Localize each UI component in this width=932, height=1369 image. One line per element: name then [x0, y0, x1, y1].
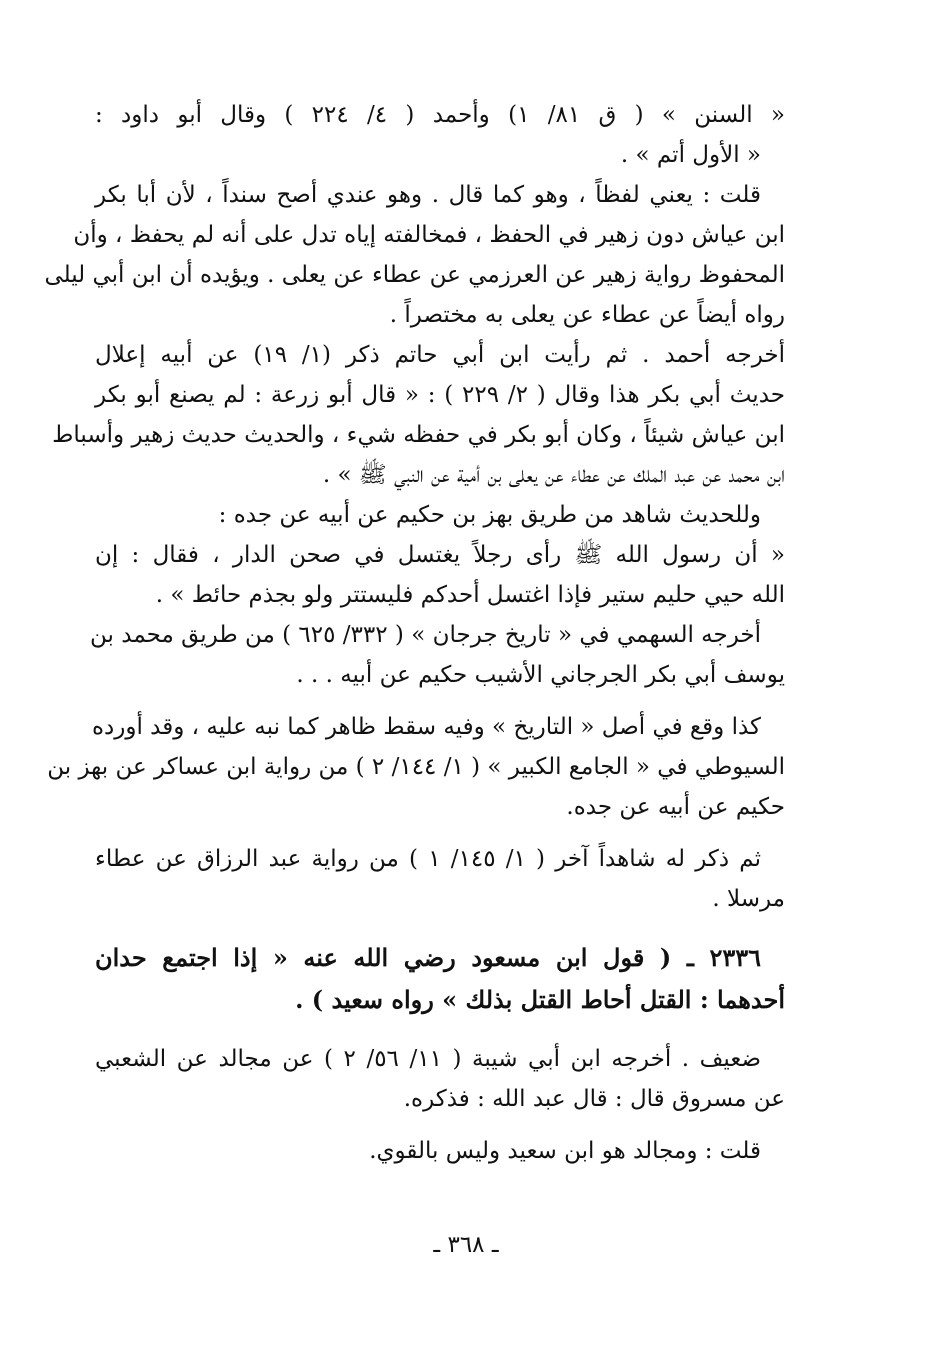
- paragraph-author-comment: [44, 175, 785, 335]
- paragraph-another-witness: [95, 839, 785, 919]
- text-line: ابن عياش شيئاً ، وكان أبو بكر في حفظه شيء ، والحديث حديث زهير وأسباط: [52, 422, 785, 448]
- text-line: كذا وقع في أصل « التاريخ » وفيه سقط ظاهر كما نبه عليه ، وقد أورده: [91, 714, 761, 740]
- paragraph-hadith-quote: [95, 535, 785, 615]
- heading-line: أحدهما : القتل أحاط القتل بذلك » رواه سعيد ) .: [295, 985, 785, 1014]
- paragraph-witness-intro: [95, 495, 785, 535]
- text-line: ثم ذكر له شاهداً آخر ( ١/ ١٤٥/ ١ ) من رواية عبد الرزاق عن عطاء: [95, 846, 761, 872]
- heading-line: ٢٣٣٦ ـ ( قول ابن مسعود رضي الله عنه « إذا اجتمع حدان: [95, 943, 761, 972]
- text-line: رواه أيضاً عن عطاء عن يعلى به مختصراً .: [389, 302, 785, 328]
- text-line: وللحديث شاهد من طريق بهز بن حكيم عن أبيه عن جده :: [218, 502, 761, 528]
- paragraph-sunan-citation: [95, 95, 785, 175]
- paragraph-tarikh-note: [47, 707, 785, 827]
- text-line: ابن عياش دون زهير في الحفظ ، فمخالفته إياه تدل على أنه لم يحفظ ، وأن: [73, 222, 785, 248]
- text-line: السيوطي في « الجامع الكبير » ( ١/ ١٤٤/ ٢ ) من رواية ابن عساكر عن بهز بن: [47, 754, 785, 780]
- text-line: مرسلا .: [712, 886, 785, 912]
- text-line: حديث أبي بكر هذا وقال ( ٢/ ٢٢٩ ) : « قال أبو زرعة : لم يصنع أبو بكر: [95, 382, 785, 408]
- page-number: ـ ٣٦٨ ـ: [433, 1232, 499, 1258]
- paragraph-abi-hatim: [52, 335, 786, 495]
- text-line: ضعيف . أخرجه ابن أبي شيبة ( ١١/ ٥٦/ ٢ ) عن مجالد عن الشعبي: [95, 1046, 761, 1072]
- text-line: المحفوظ رواية زهير عن العرزمي عن عطاء عن يعلى . ويؤيده أن ابن أبي ليلى: [44, 262, 785, 288]
- paragraph-sahmi: [90, 615, 785, 695]
- text-line: الله حيي حليم ستير فإذا اغتسل أحدكم فليستتر ولو بجذم حائط » .: [155, 582, 785, 608]
- text-line: أخرجه أحمد . ثم رأيت ابن أبي حاتم ذكر (١/ ١٩) عن أبيه إعلال: [95, 342, 786, 368]
- book-page-text: [44, 95, 786, 1171]
- text-line: « الأول أتم » .: [620, 142, 761, 168]
- text-line: ابن محمد عن عبد الملك عن عطاء عن يعلى بن أمية عن النبي ﷺ » .: [322, 462, 785, 488]
- text-line: « أن رسول الله ﷺ رأى رجلاً يغتسل في صحن الدار ، فقال : إن: [95, 542, 785, 568]
- text-line: يوسف أبي بكر الجرجاني الأشيب حكيم عن أبيه . . .: [296, 662, 785, 688]
- paragraph-grading: [95, 1039, 785, 1119]
- text-line: قلت : ومجالد هو ابن سعيد وليس بالقوي.: [369, 1138, 761, 1164]
- text-line: حكيم عن أبيه عن جده.: [566, 794, 785, 820]
- text-line: « السنن » ( ق ٨١/ ١) وأحمد ( ٤/ ٢٢٤ ) وقال أبو داود :: [95, 102, 785, 128]
- paragraph-mujalid-note: [95, 1131, 785, 1171]
- text-line: عن مسروق قال : قال عبد الله : فذكره.: [403, 1086, 785, 1112]
- text-line: قلت : يعني لفظاً ، وهو كما قال . وهو عندي أصح سنداً ، لأن أبا بكر: [95, 182, 761, 208]
- hadith-heading-2336: [95, 937, 785, 1021]
- text-line: أخرجه السهمي في « تاريخ جرجان » ( ٣٣٢/ ٦٢٥ ) من طريق محمد بن: [90, 622, 761, 648]
